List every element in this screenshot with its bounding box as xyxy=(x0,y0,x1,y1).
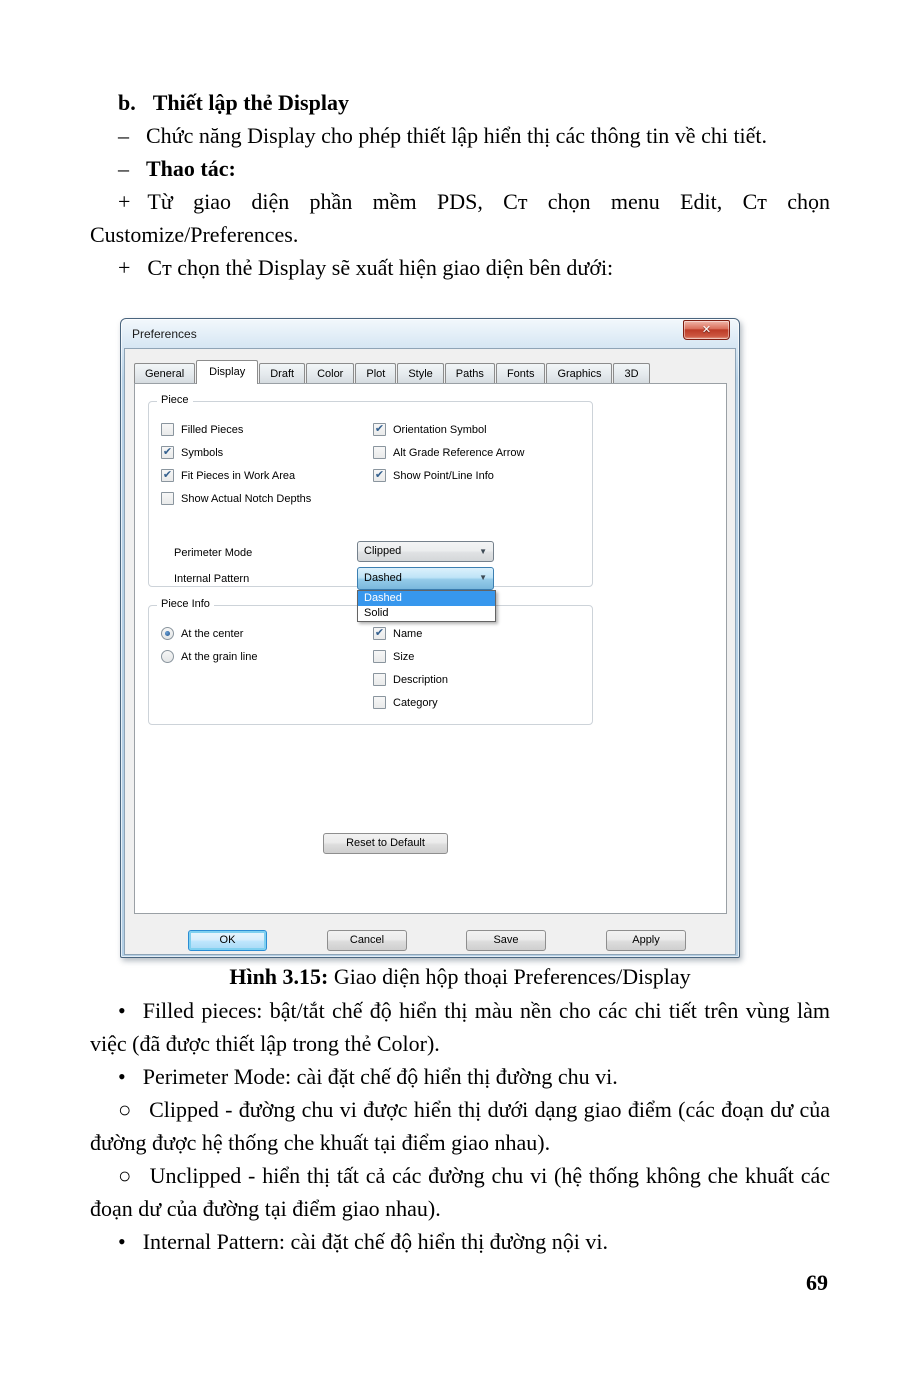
checkbox-label: Orientation Symbol xyxy=(393,423,487,436)
reset-to-default-button[interactable]: Reset to Default xyxy=(323,833,448,854)
tab-3d[interactable]: 3D xyxy=(613,363,649,384)
checkbox-label: Show Point/Line Info xyxy=(393,469,494,482)
checkbox-name[interactable] xyxy=(373,622,448,645)
checkbox-label: Show Actual Notch Depths xyxy=(181,492,312,505)
piece-info-radio-column xyxy=(161,622,257,668)
text-run: Chức năng Display cho phép thiết lập hiển thị các thông tin về chi tiết. xyxy=(146,123,768,148)
tab-general[interactable]: General xyxy=(134,363,195,384)
radio-circle xyxy=(161,650,174,663)
apply-button[interactable]: Apply xyxy=(606,930,686,951)
option-solid[interactable]: Solid xyxy=(364,607,389,619)
checkbox-box: ✔ xyxy=(162,469,173,481)
cancel-button[interactable]: Cancel xyxy=(327,930,407,951)
checkbox-orientation-symbol[interactable] xyxy=(373,418,524,441)
display-tab-page xyxy=(134,383,727,914)
checkbox-box xyxy=(373,446,386,459)
checkbox-box: ✔ xyxy=(374,469,385,481)
checkbox-label: Description xyxy=(393,673,449,686)
chevron-down-icon: ▼ xyxy=(479,547,487,556)
perimeter-mode-value: Clipped xyxy=(364,545,402,557)
checkbox-box xyxy=(373,696,386,709)
figure-caption xyxy=(90,960,830,993)
dialog-title: Preferences xyxy=(132,327,197,341)
checkbox-show-actual-notch-depths[interactable] xyxy=(161,487,311,510)
page-number: 69 xyxy=(806,1270,828,1295)
checkbox-show-point-line-info[interactable] xyxy=(373,464,524,487)
text-run: Thao tác: xyxy=(146,156,236,181)
list-marker: + xyxy=(118,189,131,214)
text-run: Giao diện hộp thoại Preferences/Display xyxy=(328,964,691,989)
perimeter-mode-label: Perimeter Mode xyxy=(174,547,253,559)
checkbox-alt-grade-reference-arrow[interactable] xyxy=(373,441,524,464)
option-dashed[interactable]: Dashed xyxy=(358,591,495,606)
checkbox-box xyxy=(373,673,386,686)
tab-strip xyxy=(134,360,651,384)
paragraph xyxy=(90,1093,830,1159)
list-marker: • xyxy=(118,1064,126,1089)
radio-label: At the grain line xyxy=(181,650,258,663)
tab-draft[interactable]: Draft xyxy=(259,363,305,384)
checkbox-label: Symbols xyxy=(181,446,224,459)
list-marker: ○ xyxy=(118,1097,133,1122)
text-run: Perimeter Mode: cài đặt chế độ hiển thị đường chu vi. xyxy=(142,1064,618,1089)
list-marker: ○ xyxy=(118,1163,133,1188)
piece-checkbox-column-right xyxy=(373,418,524,487)
checkbox-label: Category xyxy=(393,696,438,709)
list-marker: b. xyxy=(118,90,136,115)
checkbox-box: ✔ xyxy=(374,423,385,435)
list-marker: • xyxy=(118,998,126,1023)
internal-pattern-dropdown-list xyxy=(357,590,496,622)
checkbox-label: Size xyxy=(393,650,415,663)
paragraph xyxy=(90,119,830,152)
paragraph xyxy=(90,86,830,119)
checkbox-label: Fit Pieces in Work Area xyxy=(181,469,296,482)
preferences-dialog xyxy=(120,318,740,958)
checkbox-size[interactable] xyxy=(373,645,448,668)
checkbox-box: ✔ xyxy=(162,446,173,458)
tab-plot[interactable]: Plot xyxy=(355,363,396,384)
tab-color[interactable]: Color xyxy=(306,363,354,384)
checkbox-category[interactable] xyxy=(373,691,448,714)
tab-style[interactable]: Style xyxy=(397,363,443,384)
dialog-titlebar[interactable] xyxy=(121,319,739,348)
checkbox-label: Filled Pieces xyxy=(181,423,244,436)
piece-group-label: Piece xyxy=(157,394,193,406)
radio-at-the-grain-line[interactable] xyxy=(161,645,257,668)
tab-graphics[interactable]: Graphics xyxy=(546,363,612,384)
paragraph xyxy=(90,152,830,185)
text-run: Thiết lập thẻ Display xyxy=(152,90,349,115)
text-run: Internal Pattern: cài đặt chế độ hiển thị đường nội vi. xyxy=(142,1229,608,1254)
paragraph xyxy=(90,1159,830,1225)
list-marker: + xyxy=(118,255,131,280)
list-marker: – xyxy=(118,123,129,148)
piece-checkbox-column-left xyxy=(161,418,311,510)
close-icon: ✕ xyxy=(701,324,712,336)
ok-button[interactable]: OK xyxy=(188,930,267,951)
piece-info-group-label: Piece Info xyxy=(157,598,214,610)
top-text-block xyxy=(90,86,830,284)
checkbox-fit-pieces-in-work-area[interactable] xyxy=(161,464,311,487)
text-run: Clipped - đường chu vi được hiển thị dưới dạng giao điểm (các đoạn dư của đường được hệ thống che khuất tại điểm giao nhau). xyxy=(90,1097,830,1155)
dialog-client-area xyxy=(124,348,736,955)
save-button[interactable]: Save xyxy=(466,930,546,951)
list-marker: – xyxy=(118,156,129,181)
checkbox-box: ✔ xyxy=(374,627,385,639)
checkbox-filled-pieces[interactable] xyxy=(161,418,311,441)
internal-pattern-label: Internal Pattern xyxy=(174,573,250,585)
paragraph xyxy=(90,1225,830,1258)
radio-circle xyxy=(161,627,174,640)
bottom-text-block xyxy=(90,994,830,1258)
checkbox-symbols[interactable] xyxy=(161,441,311,464)
checkbox-box xyxy=(161,492,174,505)
list-marker: • xyxy=(118,1229,126,1254)
perimeter-mode-combobox[interactable] xyxy=(357,541,494,562)
chevron-down-icon: ▼ xyxy=(479,573,487,582)
text-run: Unclipped - hiển thị tất cả các đường chu vi (hệ thống không che khuất các đoạn dư của đường tại điểm giao nhau). xyxy=(90,1163,830,1221)
paragraph xyxy=(90,1060,830,1093)
checkbox-box xyxy=(161,423,174,436)
checkbox-description[interactable] xyxy=(373,668,448,691)
checkbox-label: Name xyxy=(393,627,423,640)
paragraph xyxy=(90,185,830,251)
text-run: Hình 3.15: xyxy=(229,964,329,989)
tab-display[interactable]: Display xyxy=(196,360,258,384)
text-run: Cᴛ chọn thẻ Display sẽ xuất hiện giao diện bên dưới: xyxy=(147,255,614,280)
paragraph xyxy=(90,251,830,284)
internal-pattern-combobox[interactable] xyxy=(357,567,494,590)
radio-at-the-center[interactable] xyxy=(161,622,257,645)
paragraph xyxy=(90,994,830,1060)
radio-label: At the center xyxy=(181,627,244,640)
checkbox-label: Alt Grade Reference Arrow xyxy=(393,446,525,459)
checkbox-box xyxy=(373,650,386,663)
paragraph xyxy=(90,960,830,993)
close-button[interactable] xyxy=(683,320,730,340)
text-run: Filled pieces: bật/tắt chế độ hiển thị màu nền cho các chi tiết trên vùng làm việc (đã được thiết lập trong thẻ Color). xyxy=(90,998,830,1056)
text-run: Từ giao diện phần mềm PDS, Cᴛ chọn menu Edit, Cᴛ chọn Customize/Preferences. xyxy=(90,189,830,247)
piece-info-checkbox-column xyxy=(373,622,448,714)
tab-fonts[interactable]: Fonts xyxy=(496,363,546,384)
internal-pattern-value: Dashed xyxy=(364,572,402,584)
tab-paths[interactable]: Paths xyxy=(445,363,495,384)
